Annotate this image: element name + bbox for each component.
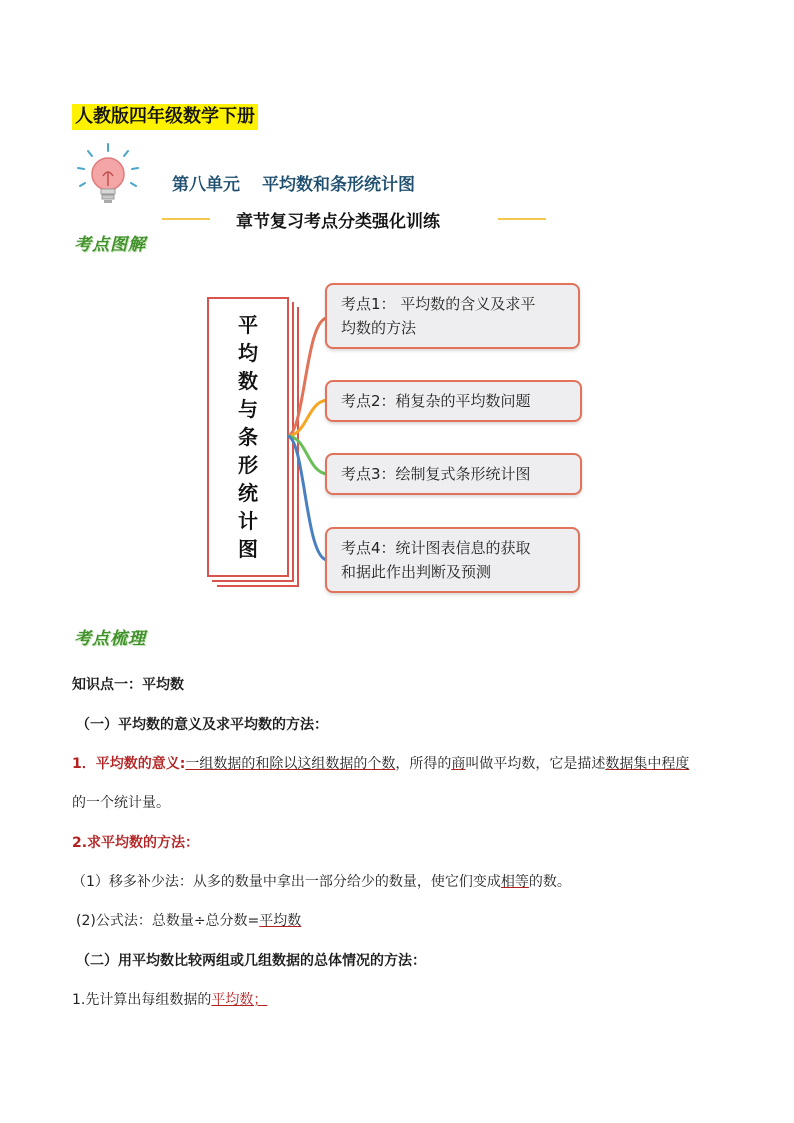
item-2-title: 2.求平均数的方法： (72, 835, 200, 851)
method-1: （1）移多补少法：从多的数量中拿出一部分给少的数量，使它们变成相等的数。 (72, 874, 571, 890)
subsection-2-title: （二）用平均数比较两组或几组数据的总体情况的方法： (76, 953, 426, 969)
section-heading-diagram: 考点图解 (74, 235, 146, 255)
subsection-1-title: （一）平均数的意义及求平均数的方法： (76, 717, 328, 733)
lightbulb-icon (70, 142, 150, 212)
mindmap-center-char: 形 (238, 453, 258, 477)
mindmap-center-char: 数 (238, 369, 258, 393)
item-1-paragraph: 1．平均数的意义:一组数据的和除以这组数据的个数，所得的商叫做平均数，它是描述数据集中程度 (72, 756, 690, 772)
mindmap-center-char: 平 (238, 313, 258, 337)
book-title: 人教版四年级数学下册 (72, 104, 258, 130)
unit-name: 平均数和条形统计图 (262, 175, 415, 195)
unit-number: 第八单元 (172, 175, 240, 195)
mindmap-center-char: 条 (238, 425, 258, 449)
mindmap-center-char: 统 (238, 481, 258, 505)
mindmap-center-char: 计 (238, 509, 258, 533)
mindmap-node-3: 考点3：绘制复式条形统计图 (325, 453, 582, 495)
chapter-title: 章节复习考点分类强化训练 (236, 212, 440, 232)
knowledge-point-title: 知识点一：平均数 (72, 677, 184, 693)
section-heading-summary: 考点梳理 (74, 629, 146, 649)
mindmap-center (207, 297, 289, 577)
chapter-title-row (162, 207, 552, 231)
item-1-continuation: 的一个统计量。 (72, 795, 170, 811)
mindmap-node-1: 考点1： 平均数的含义及求平 均数的方法 (325, 283, 580, 349)
decor-line-left (162, 218, 210, 220)
mindmap-node-4: 考点4：统计图表信息的获取 和据此作出判断及预测 (325, 527, 580, 593)
mindmap-center-char: 与 (238, 397, 258, 421)
step-1: 1.先计算出每组数据的平均数； (72, 992, 268, 1008)
mindmap-node-2: 考点2：稍复杂的平均数问题 (325, 380, 582, 422)
mindmap-center-char: 图 (238, 537, 258, 561)
method-2: (2)公式法：总数量÷总分数=平均数 (76, 913, 302, 929)
unit-title (172, 170, 415, 195)
mindmap-center-char: 均 (238, 341, 258, 365)
decor-line-right (498, 218, 546, 220)
mindmap-center-text (209, 311, 287, 563)
